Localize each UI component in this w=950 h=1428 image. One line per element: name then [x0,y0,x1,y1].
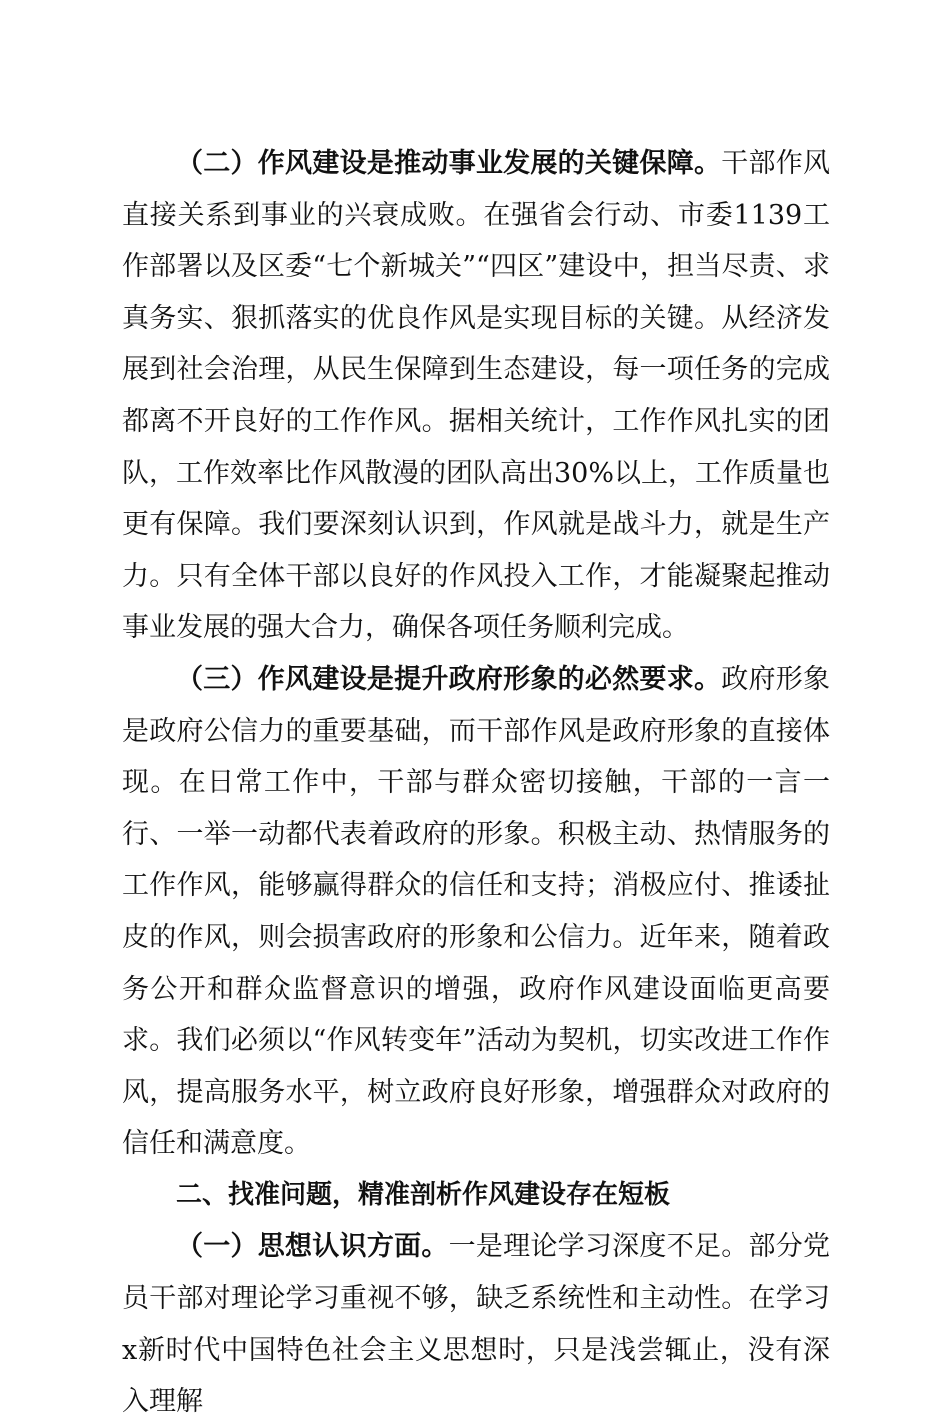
section-heading: 二、找准问题，精准剖析作风建设存在短板 [176,1179,671,1210]
paragraph-body: 一是理论学习深度不足。部分党员干部对理论学习重视不够，缺乏系统性和主动性。在学习x新时代中国特色社会主义思想时，只是浅尝辄止，没有深入理解 [122,1231,831,1418]
paragraph-lead: （一）思想认识方面。 [176,1231,449,1263]
paragraph-ideological-understanding [122,1221,830,1427]
paragraph-body: 干部作风直接关系到事业的兴衰成败。在强省会行动、市委1139工作部署以及区委“七个新城关”“四区”建设中，担当尽责、求真务实、狠抓落实的优良作风是实现目标的关键。从经济发展到社会治理，从民生保障到生态建设，每一项任务的完成都离不开良好的工作作风。据相关统计，工作作风扎实的团队，工作效率比作风散漫的团队高出30%以上，工作质量也更有保障。我们要深刻认识到，作风就是战斗力，就是生产力。只有全体干部以良好的作风投入工作，才能凝聚起推动事业发展的强大合力，确保各项任务顺利完成。 [122,148,831,644]
paragraph-lead: （二）作风建设是推动事业发展的关键保障。 [176,148,722,179]
paragraph-work-style-key-guarantee [122,138,830,654]
paragraph-body: 政府形象是政府公信力的重要基础，而干部作风是政府形象的直接体现。在日常工作中，干部与群众密切接触，干部的一言一行、一举一动都代表着政府的形象。积极主动、热情服务的工作作风，能够赢得群众的信任和支持；消极应付、推诿扯皮的作风，则会损害政府的形象和公信力。近年来，随着政务公开和群众监督意识的增强，政府作风建设面临更高要求。我们必须以“作风转变年”活动为契机，切实改进工作作风，提高服务水平，树立政府良好形象，增强群众对政府的信任和满意度。 [122,663,831,1160]
paragraph-lead: （三）作风建设是提升政府形象的必然要求。 [176,663,722,695]
document-body [122,138,830,1428]
paragraph-government-image [122,654,830,1170]
